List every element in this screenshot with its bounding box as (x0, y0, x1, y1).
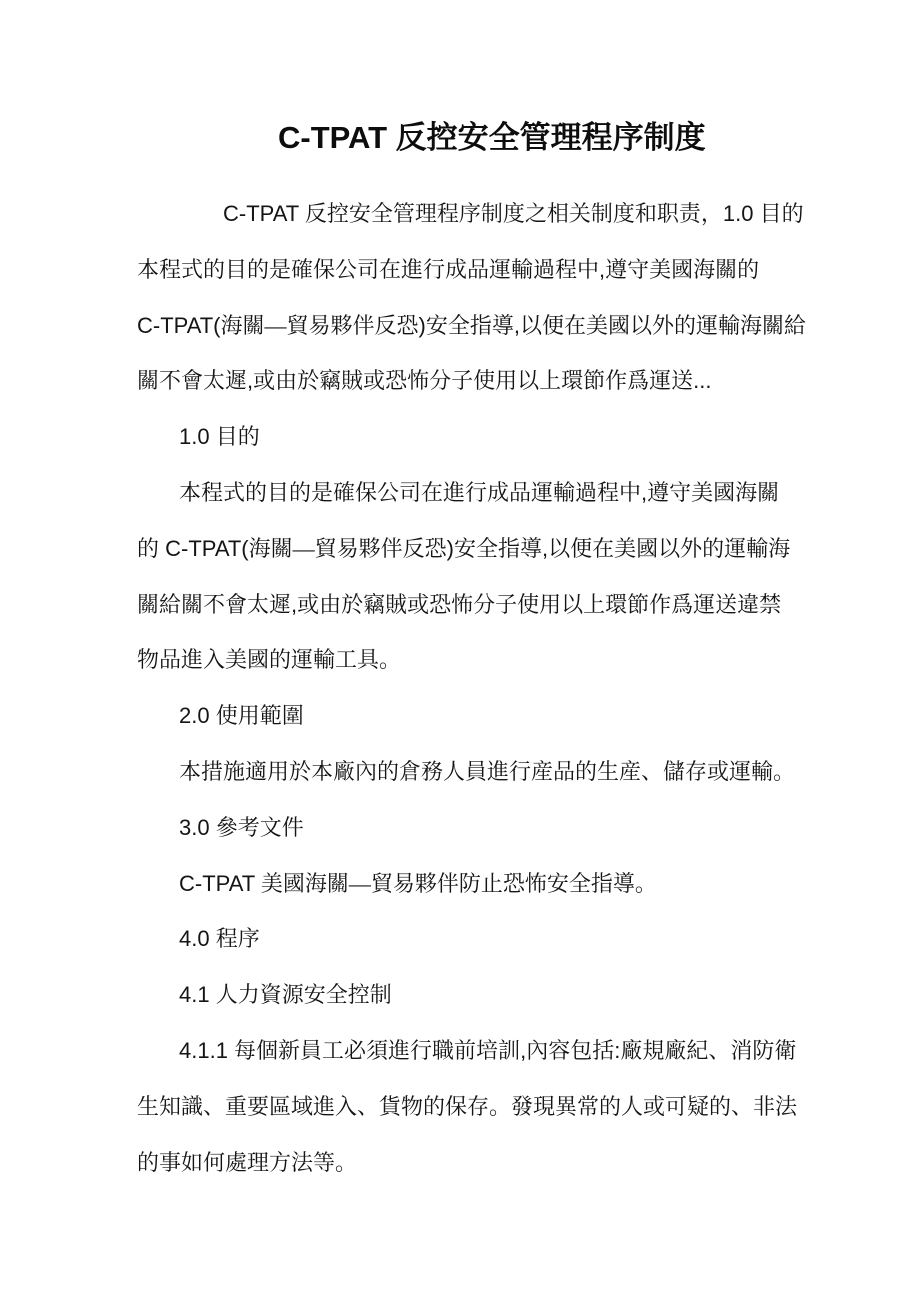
text-line (137, 1079, 817, 1135)
latin-text-run: 3.0 (179, 814, 216, 840)
cjk-text-run: 本程式的目的是確保公司在進行成品運輸過程中 (137, 256, 600, 282)
text-line (137, 521, 817, 577)
text-line (137, 800, 817, 856)
text-line (137, 577, 817, 633)
text-line (137, 298, 817, 354)
latin-text-run: C-TPAT (179, 870, 261, 896)
cjk-text-run: 的事如何處理方法等。 (137, 1149, 358, 1175)
cjk-text-run: 人力資源安全控制 (215, 982, 392, 1008)
cjk-text-run: 關不會太遲 (137, 368, 248, 394)
text-line (137, 353, 817, 409)
cjk-text-run: 程序 (215, 926, 260, 952)
latin-text-run: , (291, 591, 298, 617)
cjk-text-run: 的 (137, 535, 160, 561)
latin-text-run: , (513, 312, 520, 338)
latin-text-run: ... (693, 368, 712, 394)
latin-text-run: C-TPAT( (137, 312, 221, 338)
cjk-text-run: 或由於竊賊或恐怖分子使用以上環節作爲運送違禁 (297, 591, 782, 617)
latin-text-run: 1.0 (722, 201, 760, 226)
cjk-text-run: 反控安全管理程序制度 (395, 120, 706, 155)
latin-text-run: 2.0 (179, 703, 216, 729)
cjk-text-run: 生知識、重要區域進入、貨物的保存。發現異常的人或可疑的、非法 (137, 1093, 798, 1119)
cjk-text-run: 內容包括 (526, 1037, 615, 1063)
text-line (137, 465, 817, 521)
text-line (137, 856, 817, 912)
latin-text-run: ) (418, 312, 426, 338)
document-body (137, 186, 817, 1190)
latin-text-run: C-TPAT( (159, 535, 249, 561)
latin-text-run: 1.0 (179, 424, 216, 450)
latin-text-run: 4.1 (179, 982, 216, 1008)
text-line (137, 186, 817, 242)
cjk-text-run: 物品進入美國的運輸工具。 (137, 647, 402, 673)
latin-text-run: , (641, 479, 648, 505)
text-line (137, 632, 817, 688)
cjk-text-run: 遵守美國海關的 (605, 256, 760, 282)
text-line (137, 688, 817, 744)
latin-text-run: C-TPAT (278, 120, 396, 155)
cjk-text-run: 海關—貿易夥伴反恐 (220, 312, 419, 338)
text-line (137, 242, 817, 298)
cjk-text-run: 使用範圍 (215, 703, 304, 729)
latin-text-run: : (614, 1037, 621, 1063)
document-title (278, 112, 706, 157)
cjk-text-run: 目的 (759, 201, 804, 226)
cjk-text-run: 關給關不會太遲 (137, 591, 292, 617)
text-line (137, 1135, 817, 1191)
cjk-text-run: 美國海關—貿易夥伴防止恐怖安全指導。 (260, 870, 657, 896)
cjk-text-run: 本程式的目的是確保公司在進行成品運輸過程中 (179, 479, 642, 505)
text-line (137, 967, 817, 1023)
cjk-text-run: 安全指導 (453, 535, 542, 561)
text-line (137, 1023, 817, 1079)
cjk-text-run: 廠規廠紀、消防衛 (620, 1037, 797, 1063)
cjk-text-run: 海關—貿易夥伴反恐 (248, 535, 447, 561)
cjk-text-run: 每個新員工必須進行職前培訓 (234, 1037, 521, 1063)
latin-text-run: , (247, 368, 254, 394)
latin-text-run: 4.1.1 (179, 1037, 235, 1063)
cjk-text-run: 或由於竊賊或恐怖分子使用以上環節作爲運送 (253, 368, 694, 394)
cjk-text-run: 本措施適用於本廠內的倉務人員進行産品的生産、儲存或運輸。 (179, 758, 796, 784)
cjk-text-run: 遵守美國海關 (647, 479, 780, 505)
text-line (137, 744, 817, 800)
cjk-text-run: 反控安全管理程序制度之相关制度和职责， (304, 201, 723, 226)
text-line (137, 409, 817, 465)
latin-text-run: , (599, 256, 606, 282)
latin-text-run: ) (446, 535, 454, 561)
cjk-text-run: 以便在美國以外的運輸海關給 (519, 312, 806, 338)
latin-text-run: 4.0 (179, 926, 216, 952)
text-line (137, 911, 817, 967)
latin-text-run: , (520, 1037, 527, 1063)
latin-text-run: C-TPAT (223, 201, 305, 226)
cjk-text-run: 參考文件 (215, 814, 304, 840)
cjk-text-run: 目的 (215, 424, 260, 450)
cjk-text-run: 安全指導 (425, 312, 514, 338)
latin-text-run: , (542, 535, 549, 561)
cjk-text-run: 以便在美國以外的運輸海 (548, 535, 791, 561)
